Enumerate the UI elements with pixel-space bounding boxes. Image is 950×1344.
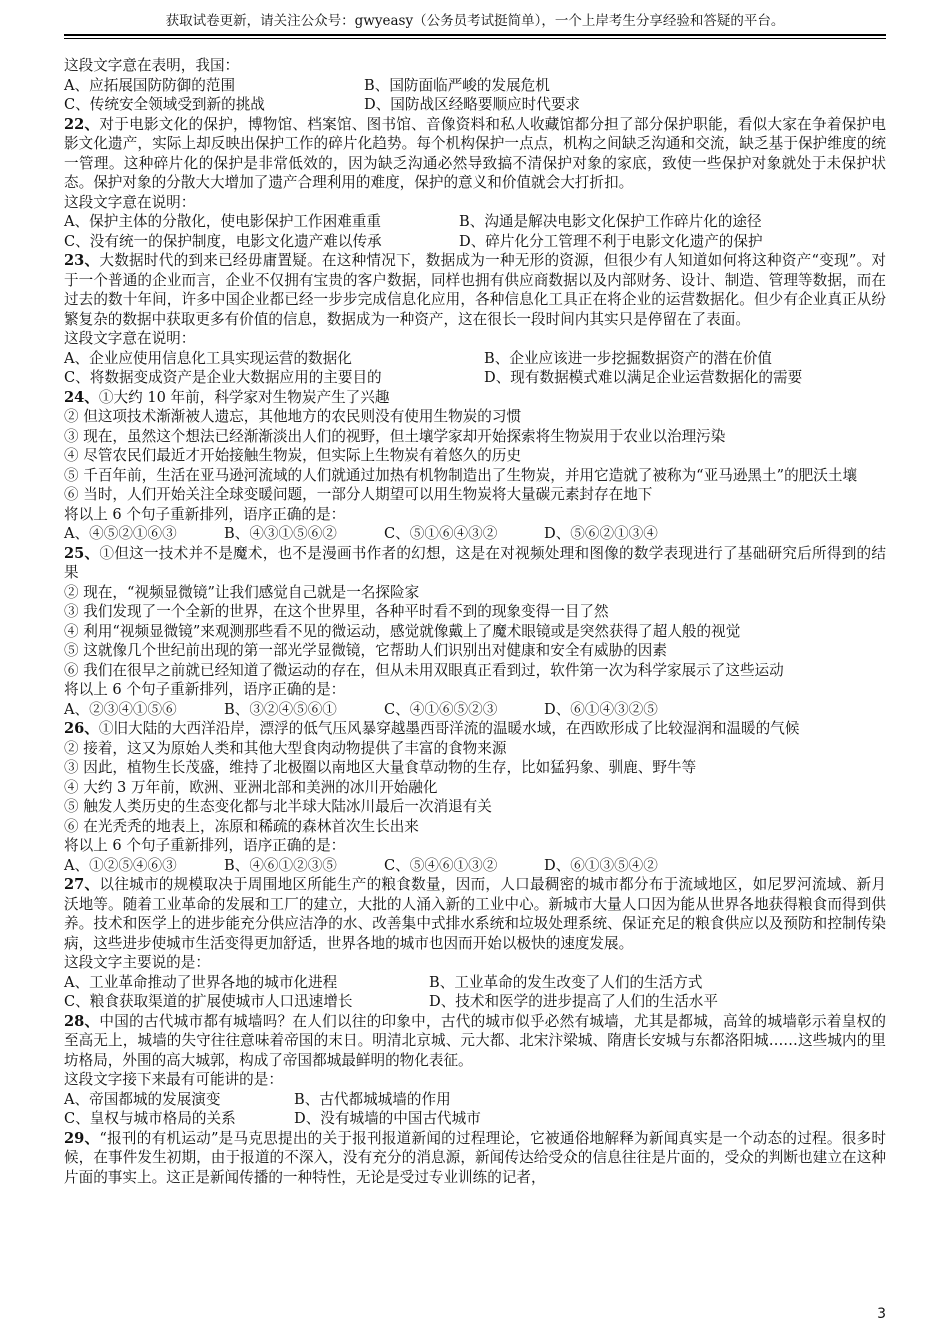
q23-text: 大数据时代的到来已经毋庸置疑。在这种情况下，数据成为一种无形的资源，但很少有人知道如何将这种资产“变现”。对于一个普通的企业而言，企业不仅拥有宝贵的客户数据，同样也拥有供应商数据以及内部财务、设计、制造、管理等数据，而在过去的数十年间，许多中国企业都已经一步步完成信息化应用，各种信息化工具正在将企业的运营数据化。但少有企业真正从纷繁复杂的数据中获取更多有价值的信息，数据成为一种资产，这在很长一段时间内其实只是停留在了表面。 (64, 252, 886, 328)
q25-option-d: D、⑥①④③②⑤ (544, 700, 658, 718)
q26-option-c: C、⑤④⑥①③② (384, 856, 498, 874)
q25-sentence-3: ③ 我们发现了一个全新的世界，在这个世界里，各种平时看不到的现象变得一目了然 (64, 603, 609, 620)
q24-sentence-2: ② 但这项技术渐渐被人遗忘，其他地方的农民则没有使用生物炭的习惯 (64, 408, 522, 425)
q28-option-c: C、皇权与城市格局的关系 (64, 1110, 236, 1127)
q23-option-a: A、企业应使用信息化工具实现运营的数据化 (64, 349, 352, 367)
q23-stem: 这段文字意在说明： (64, 330, 196, 347)
q24-options (64, 524, 886, 544)
q29-number: 29、 (64, 1129, 100, 1147)
q27-passage (64, 875, 886, 953)
q21-options-row1 (64, 76, 886, 96)
q21-option-d: D、国防战区经略要顺应时代要求 (364, 96, 581, 113)
q23-option-d: D、现有数据模式难以满足企业运营数据化的需要 (484, 369, 803, 386)
q24-sentence-1: ①大约 10 年前，科学家对生物炭产生了兴趣 (98, 388, 390, 406)
q26-option-b: B、④⑥①②③⑤ (224, 856, 337, 874)
q21-option-b: B、国防面临严峻的发展危机 (364, 76, 550, 94)
q26-option-d: D、⑥①③⑤④② (544, 856, 658, 874)
header-rule (64, 34, 886, 36)
q27-option-c: C、粮食获取渠道的扩展使城市人口迅速增长 (64, 993, 353, 1010)
q27-option-b: B、工业革命的发生改变了人们的生活方式 (429, 973, 703, 991)
q22-option-a: A、保护主体的分散化，使电影保护工作困难重重 (64, 213, 382, 230)
q26-stem: 将以上 6 个句子重新排列，语序正确的是： (64, 837, 346, 854)
q28-text: 中国的古代城市都有城墙吗？在人们以往的印象中，古代的城市似乎必然有城墙，尤其是都城，高耸的城墙彰示着皇权的至高无上，城墙的失守往往意味着帝国的末日。明清北京城、元大都、北宋汴梁城、隋唐长安城与东都洛阳城……这些城内的里坊格局，外围的高大城郭，构成了帝国都城最鲜明的物化表征。 (64, 1012, 887, 1069)
q23-option-b: B、企业应该进一步挖掘数据资产的潜在价值 (484, 349, 773, 367)
q21-option-a: A、应拓展国防防御的范围 (64, 76, 236, 94)
q22-stem: 这段文字意在说明： (64, 193, 196, 211)
q24-sentence-3: ③ 现在，虽然这个想法已经渐渐淡出人们的视野，但土壤学家却开始探索将生物炭用于农业以治理污染 (64, 427, 726, 445)
header-rule-thin (64, 38, 886, 39)
q23-passage (64, 251, 886, 329)
q28-passage (64, 1012, 886, 1071)
q25-option-c: C、④①⑥⑤②③ (384, 700, 498, 718)
page-number: 3 (877, 1306, 886, 1322)
q25-line-1 (64, 544, 886, 583)
q23-options-row1 (64, 349, 886, 369)
q21-stem: 这段文字意在表明，我国： (64, 57, 240, 74)
q27-stem: 这段文字主要说的是： (64, 954, 210, 971)
q24-stem: 将以上 6 个句子重新排列，语序正确的是： (64, 505, 346, 523)
q22-option-b: B、沟通是解决电影文化保护工作碎片化的途径 (459, 213, 762, 230)
q21-option-c: C、传统安全领域受到新的挑战 (64, 96, 265, 113)
q25-stem: 将以上 6 个句子重新排列，语序正确的是： (64, 681, 346, 698)
page-content (64, 56, 886, 1187)
q28-option-d: D、没有城墙的中国古代城市 (294, 1110, 481, 1127)
q24-sentence-5: ⑤ 千百年前，生活在亚马逊河流域的人们就通过加热有机物制造出了生物炭，并用它造就了被称为“亚马逊黑土”的肥沃土壤 (64, 466, 858, 484)
q26-number: 26、 (64, 720, 99, 737)
page-header: 获取试卷更新，请关注公众号：gwyeasy（公务员考试挺简单），一个上岸考生分享经验和答疑的平台。 (165, 13, 785, 29)
q22-options-row1 (64, 212, 886, 232)
q27-options-row2 (64, 992, 886, 1012)
q22-option-d: D、碎片化分工管理不利于电影文化遗产的保护 (459, 232, 763, 250)
q23-option-c: C、将数据变成资产是企业大数据应用的主要目的 (64, 369, 382, 386)
q25-sentence-1: ①但这一技术并不是魔术，也不是漫画书作者的幻想，这是在对视频处理和图像的数学表现进行了基础研究后所得到的结果 (64, 544, 887, 581)
q22-option-c: C、没有统一的保护制度，电影文化遗产难以传承 (64, 232, 382, 250)
q26-sentence-4: ④ 大约 3 万年前，欧洲、亚洲北部和美洲的冰川开始融化 (64, 778, 438, 796)
q24-option-d: D、⑤⑥②①③④ (544, 525, 658, 542)
q24-option-b: B、④③①⑤⑥② (224, 525, 337, 542)
q28-option-a: A、帝国都城的发展演变 (64, 1090, 221, 1108)
q27-option-d: D、技术和医学的进步提高了人们的生活水平 (429, 993, 718, 1010)
q26-sentence-5: ⑤ 触发人类历史的生态变化都与北半球大陆冰川最后一次消退有关 (64, 798, 492, 815)
q22-number: 22、 (64, 115, 100, 133)
q28-options-row2 (64, 1109, 886, 1129)
q24-option-a: A、④⑤②①⑥③ (64, 525, 177, 542)
q28-number: 28、 (64, 1012, 100, 1030)
q24-sentence-6: ⑥ 当时，人们开始关注全球变暖问题，一部分人期望可以用生物炭将大量碳元素封存在地下 (64, 486, 653, 503)
q22-passage (64, 115, 886, 193)
q29-text: “报刊的有机运动”是马克思提出的关于报刊报道新闻的过程理论，它被通俗地解释为新闻真实是一个动态的过程。很多时候，在事件发生初期，由于报道的不深入，没有充分的消息源，新闻传达给受众的信息往往是片面的，受众的判断也建立在这种片面的事实上。这正是新闻传播的一种特性，无论是受过专业训练的记者， (64, 1129, 886, 1186)
q23-number: 23、 (64, 252, 100, 269)
q28-option-b: B、古代都城城墙的作用 (294, 1090, 451, 1108)
q22-text: 对于电影文化的保护，博物馆、档案馆、图书馆、音像资料和私人收藏馆都分担了部分保护职能，看似大家在争着保护电影文化遗产，实际上却反映出保护工作的碎片化趋势。每个机构保护一点点，机构之间缺乏沟通和交流，缺乏基于保护维度的统一管理。这种碎片化的保护是非常低效的，因为缺乏沟通必然导致搞不清保护对象的家底，致使一些保护对象就处于未保护状态。保护对象的分散大大增加了遗产合理利用的难度，保护的意义和价值就会大打折扣。 (64, 115, 887, 191)
q22-options-row2 (64, 232, 886, 252)
q26-sentence-1: ①旧大陆的大西洋沿岸，漂浮的低气压风暴穿越墨西哥洋流的温暖水域，在西欧形成了比较湿润和温暖的气候 (98, 720, 800, 737)
q24-sentence-4: ④ 尽管农民们最近才开始接触生物炭，但实际上生物炭有着悠久的历史 (64, 447, 522, 464)
q29-passage (64, 1129, 886, 1188)
q26-line-1 (64, 719, 886, 739)
q25-sentence-6: ⑥ 我们在很早之前就已经知道了微运动的存在，但从未用双眼真正看到过，软件第一次为科学家展示了这些运动 (64, 661, 784, 679)
q26-option-a: A、①②⑤④⑥③ (64, 856, 177, 874)
q24-option-c: C、⑤①⑥④③② (384, 525, 498, 542)
q25-number: 25、 (64, 544, 100, 562)
q23-options-row2 (64, 368, 886, 388)
q25-sentence-4: ④ 利用“视频显微镜”来观测那些看不见的微运动，感觉就像戴上了魔术眼镜或是突然获得了超人般的视觉 (64, 622, 741, 640)
q27-options-row1 (64, 973, 886, 993)
q25-option-b: B、③②④⑤⑥① (224, 700, 337, 718)
q21-options-row2 (64, 95, 886, 115)
q26-sentence-3: ③ 因此，植物生长茂盛，维持了北极圈以南地区大量食草动物的生存，比如猛犸象、驯鹿、野牛等 (64, 759, 697, 776)
q27-text: 以往城市的规模取决于周围地区所能生产的粮食数量，因而，人口最稠密的城市都分布于流域地区，如尼罗河流域、新月沃地等。随着工业革命的发展和工厂的建立，大批的人涌入新的工业中心。新城市大量人口因为能从世界各地获得粮食而得到供养。技术和医学上的进步能充分供应洁净的水、改善集中式排水系统和垃圾处理系统、保证充足的粮食供应以及预防和控制传染病，这些进步使城市生活变得更加舒适，世界各地的城市也因而开始以极快的速度发展。 (64, 876, 887, 952)
q26-sentence-6: ⑥ 在光秃秃的地表上，冻原和稀疏的森林首次生长出来 (64, 817, 419, 835)
q27-option-a: A、工业革命推动了世界各地的城市化进程 (64, 973, 338, 991)
q25-sentence-5: ⑤ 这就像几个世纪前出现的第一部光学显微镜，它帮助人们识别出对健康和安全有威胁的因素 (64, 642, 667, 659)
q28-stem: 这段文字接下来最有可能讲的是： (64, 1071, 283, 1088)
q26-options (64, 856, 886, 876)
q26-sentence-2: ② 接着，这又为原始人类和其他大型食肉动物提供了丰富的食物来源 (64, 739, 507, 757)
q25-options (64, 700, 886, 720)
q24-number: 24、 (64, 388, 99, 406)
q28-options-row1 (64, 1090, 886, 1110)
q24-line-1 (64, 388, 886, 408)
q27-number: 27、 (64, 876, 100, 893)
q25-sentence-2: ② 现在，“视频显微镜”让我们感觉自己就是一名探险家 (64, 583, 420, 601)
q25-option-a: A、②③④①⑤⑥ (64, 700, 177, 718)
